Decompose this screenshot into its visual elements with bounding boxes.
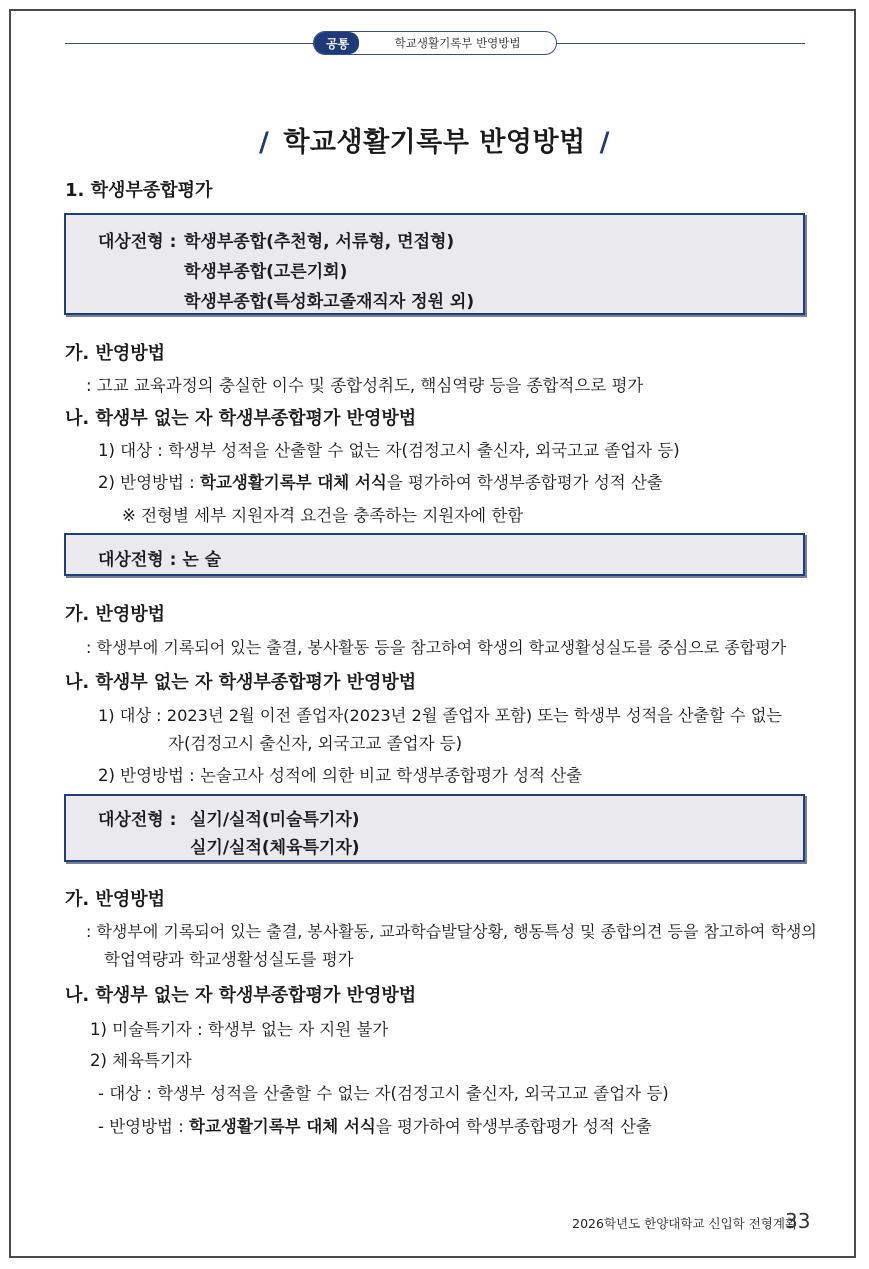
part1-item1: 1) 대상 : 학생부 성적을 산출할 수 없는 자(검정고시 출신자, 외국고교 졸업자 등)	[98, 441, 680, 460]
part1-item2: 2) 반영방법 : 학교생활기록부 대체 서식을 평가하여 학생부종합평가 성적 산출	[98, 473, 663, 492]
part1-method-heading: 가. 반영방법	[65, 343, 166, 364]
part2-method-heading: 가. 반영방법	[65, 604, 166, 625]
box1-line2: 학생부종합(고른기회)	[184, 262, 348, 282]
part2-no-record-heading: 나. 학생부 없는 자 학생부종합평가 반영방법	[65, 672, 417, 693]
footer-text: 2026학년도 한양대학교 신입학 전형계획	[572, 1216, 797, 1231]
header-label	[313, 31, 557, 55]
box3-line1: 실기/실적(미술특기자)	[190, 810, 360, 830]
part3-sub1: - 대상 : 학생부 성적을 산출할 수 없는 자(검정고시 출신자, 외국고교 졸업자 등)	[98, 1084, 669, 1103]
box1-line1: 학생부종합(추천형, 서류형, 면접형)	[184, 232, 455, 252]
part1-no-record-heading: 나. 학생부 없는 자 학생부종합평가 반영방법	[65, 408, 417, 429]
header-rule-right	[555, 43, 805, 44]
part3-no-record-heading: 나. 학생부 없는 자 학생부종합평가 반영방법	[65, 985, 417, 1006]
section-heading: 1. 학생부종합평가	[65, 180, 213, 201]
box3-line2: 실기/실적(체육특기자)	[190, 838, 360, 858]
part2-item1-line1: 1) 대상 : 2023년 2월 이전 졸업자(2023년 2월 졸업자 포함) 또는 학생부 성적을 산출할 수 없는	[98, 706, 782, 725]
title-text: 학교생활기록부 반영방법	[283, 127, 586, 158]
part3-method-line1: : 학생부에 기록되어 있는 출결, 봉사활동, 교과학습발달상황, 행동특성 및 종합의견 등을 참고하여 학생의	[86, 922, 817, 941]
part3-item2: 2) 체육특기자	[90, 1051, 192, 1070]
header-rule-left	[65, 43, 315, 44]
title-slash-left: /	[258, 127, 270, 158]
box3-label: 대상전형 :	[98, 810, 177, 830]
part3-method-heading: 가. 반영방법	[65, 889, 166, 910]
part2-item2: 2) 반영방법 : 논술고사 성적에 의한 비교 학생부종합평가 성적 산출	[98, 766, 583, 785]
target-box-2	[64, 533, 805, 576]
part3-sub2: - 반영방법 : 학교생활기록부 대체 서식을 평가하여 학생부종합평가 성적 산출	[98, 1117, 652, 1136]
part3-item1: 1) 미술특기자 : 학생부 없는 자 지원 불가	[90, 1020, 389, 1039]
part1-item2-bold: 학교생활기록부 대체 서식	[200, 473, 387, 492]
header-title: 학교생활기록부 반영방법	[394, 36, 521, 50]
title-slash-right: /	[599, 127, 611, 158]
part2-item1-line2: 자(검정고시 출신자, 외국고교 졸업자 등)	[168, 734, 463, 753]
target-box-1	[64, 213, 805, 315]
header-badge: 공통	[314, 32, 359, 54]
page-title	[0, 120, 869, 159]
page-number: 33	[785, 1209, 811, 1233]
box1-line3: 학생부종합(특성화고졸재직자 정원 외)	[184, 292, 475, 312]
box2-label: 대상전형 : 논 술	[98, 550, 222, 570]
box1-label: 대상전형 :	[98, 232, 177, 252]
part3-sub2-bold: 학교생활기록부 대체 서식	[189, 1117, 376, 1136]
part3-method-line2: 학업역량과 학교생활성실도를 평가	[104, 950, 354, 969]
part2-method-text: : 학생부에 기록되어 있는 출결, 봉사활동 등을 참고하여 학생의 학교생활성실도를 중심으로 종합평가	[86, 638, 787, 657]
target-box-3	[64, 794, 805, 862]
part1-method-text: : 고교 교육과정의 충실한 이수 및 종합성취도, 핵심역량 등을 종합적으로 평가	[86, 376, 644, 395]
part1-note: ※ 전형별 세부 지원자격 요건을 충족하는 지원자에 한함	[122, 506, 524, 525]
